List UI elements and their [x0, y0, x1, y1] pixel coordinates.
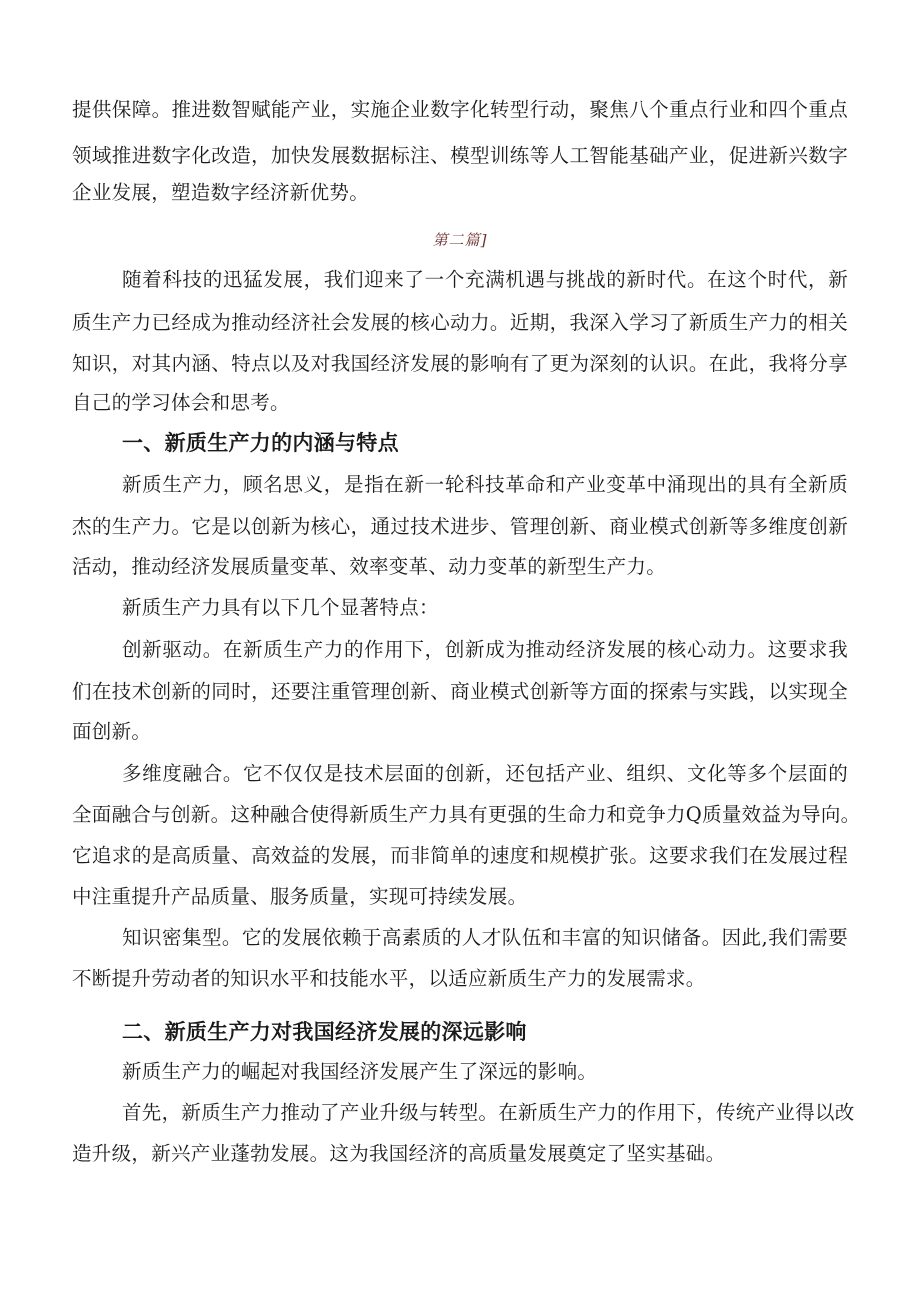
- section-heading: 二、新质生产力对我国经济发展的深远影响: [122, 1019, 527, 1044]
- section-heading: 一、新质生产力的内涵与特点: [122, 430, 399, 455]
- text-line: 新质生产力，顾名思义，是指在新一轮科技革命和产业变革中涌现出的具有全新质: [122, 473, 848, 496]
- text-line: 面创新。: [72, 720, 152, 743]
- text-line: 自己的学习体会和思考。: [72, 391, 290, 414]
- text-line: 它追求的是高质量、高效益的发展，而非简单的速度和规模扩张。这要求我们在发展过程: [72, 844, 848, 867]
- section-marker: 第二篇]: [432, 231, 488, 249]
- text-line: 造升级，新兴产业蓬勃发展。这为我国经济的高质量发展奠定了坚实基础。: [72, 1142, 726, 1165]
- text-line: 们在技术创新的同时，还要注重管理创新、商业模式创新等方面的探索与实践，以实现全: [72, 680, 848, 703]
- text-line: 随着科技的迅猛发展，我们迎来了一个充满机遇与挑战的新时代。在这个时代，新: [122, 268, 848, 291]
- text-line: 提供保障。推进数智赋能产业，实施企业数字化转型行动，聚焦八个重点行业和四个重点: [72, 98, 848, 121]
- text-line: 知识密集型。它的发展依赖于高素质的人才队伍和丰富的知识储备。因此,我们需要: [122, 926, 848, 949]
- text-line: 领域推进数字化改造，加快发展数据标注、模型训练等人工智能基础产业，促进新兴数字: [72, 144, 848, 167]
- text-line: 新质生产力具有以下几个显著特点：: [122, 596, 439, 619]
- text-line: 创新驱动。在新质生产力的作用下，创新成为推动经济发展的核心动力。这要求我: [122, 638, 848, 661]
- text-line: 活动，推动经济发展质量变革、效率变革、动力变革的新型生产力。: [72, 555, 667, 578]
- text-line: 企业发展，塑造数字经济新优势。: [72, 181, 370, 204]
- text-line: 多维度融合。它不仅仅是技术层面的创新，还包括产业、组织、文化等多个层面的: [122, 762, 848, 785]
- text-line: 新质生产力的崛起对我国经济发展产生了深远的影响。: [122, 1060, 598, 1083]
- text-line: 质生产力已经成为推动经济社会发展的核心动力。近期，我深入学习了新质生产力的相关: [72, 311, 848, 334]
- text-line: 首先，新质生产力推动了产业升级与转型。在新质生产力的作用下，传统产业得以改: [122, 1101, 855, 1124]
- text-line: 不断提升劳动者的知识水平和技能水平，以适应新质生产力的发展需求。: [72, 967, 706, 990]
- text-line: 中注重提升产品质量、服务质量，实现可持续发展。: [72, 885, 528, 908]
- text-line: 全面融合与创新。这种融合使得新质生产力具有更强的生命力和竞争力Q质量效益为导向。: [72, 803, 861, 826]
- text-line: 知识，对其内涵、特点以及对我国经济发展的影响有了更为深刻的认识。在此，我将分享: [72, 352, 848, 375]
- text-line: 杰的生产力。它是以创新为核心，通过技术进步、管理创新、商业模式创新等多维度创新: [72, 515, 848, 538]
